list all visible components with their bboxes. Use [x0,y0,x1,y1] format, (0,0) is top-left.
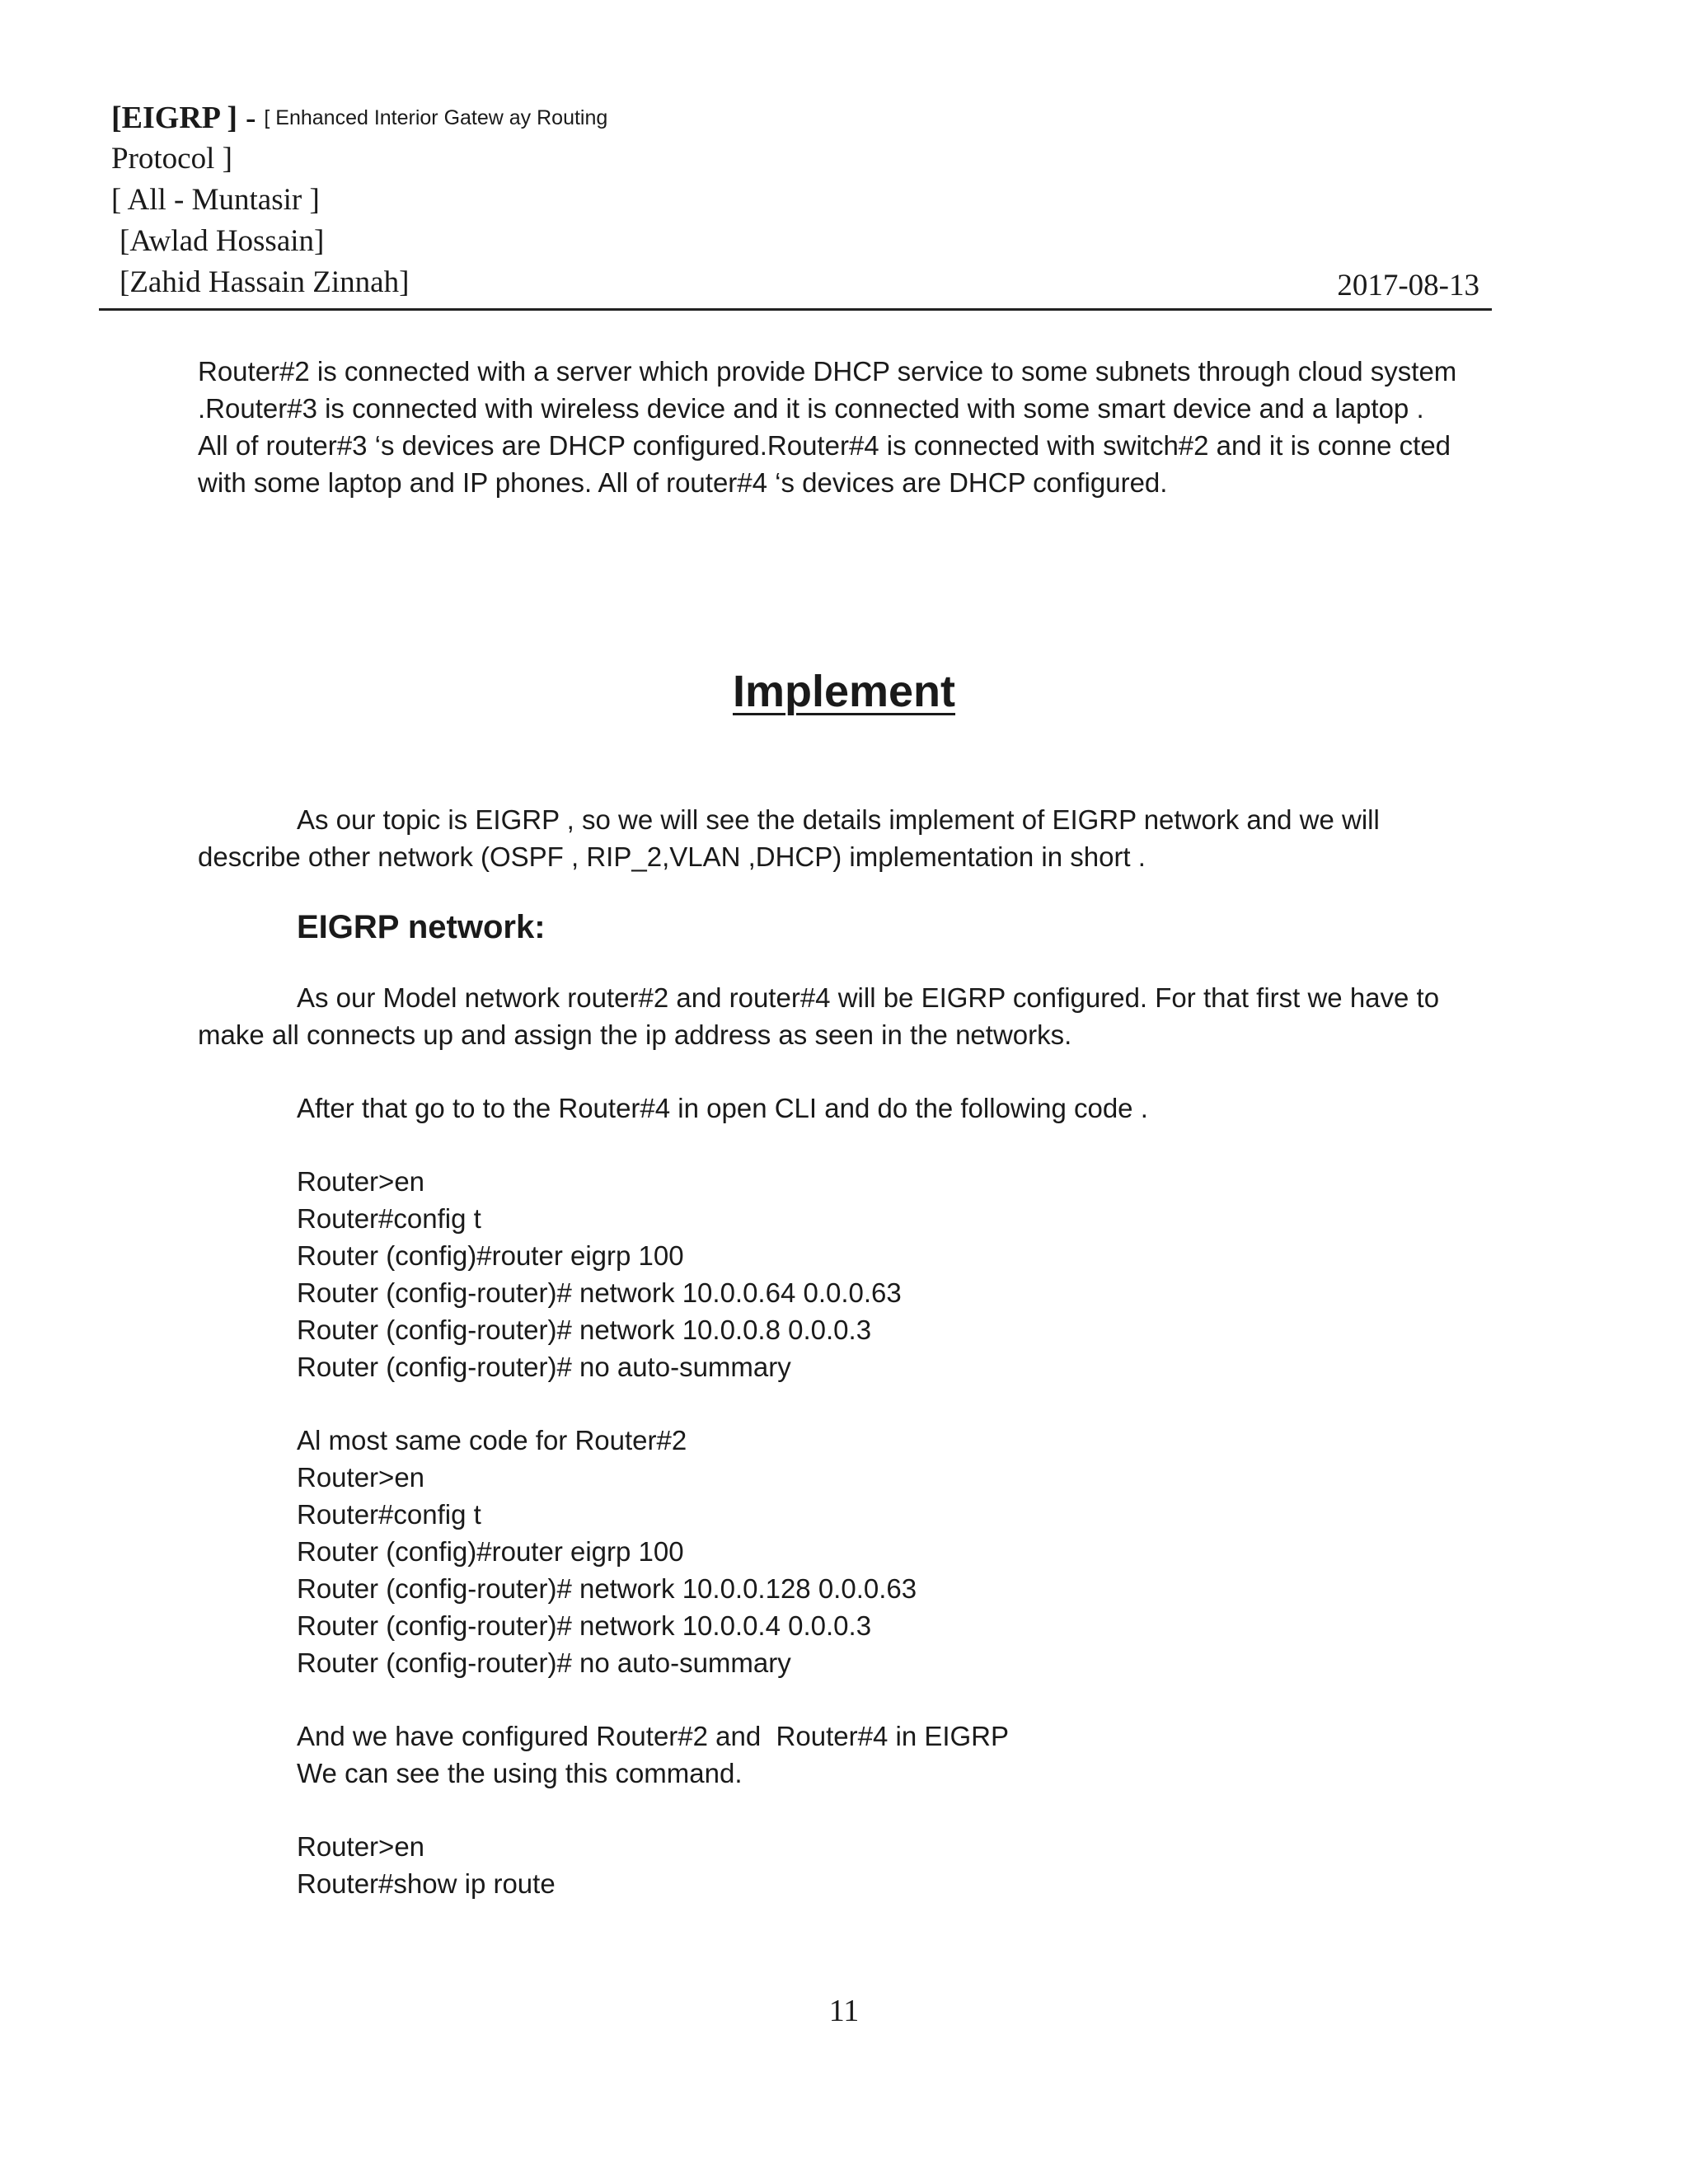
after-line: After that go to to the Router#4 in open CLI and do the following code . [297,1093,1148,1123]
code-line: Router (config-router)# network 10.0.0.64 0.0.0.63 [297,1277,902,1308]
code-line: Router (config-router)# no auto-summary [297,1352,791,1382]
configured-line: We can see the using this command. [297,1758,743,1788]
code-block-router4 [198,1163,1484,1385]
page-number: 11 [828,1994,860,2028]
code-block-show [198,1828,1484,1902]
code-line: Router (config)#router eigrp 100 [297,1240,684,1271]
code-line: Router (config-router)# network 10.0.0.4 0.0.0.3 [297,1610,872,1641]
code-line: Router (config-router)# network 10.0.0.128 0.0.0.63 [297,1573,917,1604]
code-line: Router (config-router)# no auto-summary [297,1647,791,1678]
code-line: Router#show ip route [297,1868,556,1899]
header-dash: - [246,101,256,135]
model-line: As our Model network router#2 and router#4 will be EIGRP configured. For that first we have to [297,982,1440,1013]
intro-line: Router#2 is connected with a server which provide DHCP service to some subnets through cloud system [198,356,1457,387]
intro-line: with some laptop and IP phones. All of router#4 ‘s devices are DHCP configured. [198,467,1168,498]
header-title-line [111,97,1479,138]
subheading: EIGRP network: [297,909,546,945]
model-line: make all connects up and assign the ip address as seen in the networks. [198,1019,1072,1050]
code-block-router2 [198,1422,1484,1681]
code-line: Router (config-router)# network 10.0.0.8 0.0.0.3 [297,1315,872,1345]
code-line: Router#config t [297,1499,481,1530]
code-line: Router>en [297,1462,425,1493]
code-line: Router>en [297,1831,425,1862]
implement-section [198,801,1484,1902]
configured-paragraph [198,1718,1484,1792]
code-line: Router#config t [297,1203,481,1234]
configured-line: And we have configured Router#2 and Router#4 in EIGRP [297,1721,1010,1751]
header-divider [99,308,1492,311]
section-heading: Implement [732,667,956,716]
intro-paragraph [198,353,1484,501]
code-line: Router>en [297,1166,425,1197]
header-author-1: [ All - Muntasir ] [111,183,320,217]
page-body [198,353,1484,501]
code-line: Router (config)#router eigrp 100 [297,1536,684,1567]
intro-line: .Router#3 is connected with wireless device and it is connected with some smart device and a laptop . [198,393,1424,424]
header-title: [EIGRP ] [111,101,238,135]
header-author-3: [Zahid Hassain Zinnah] [120,265,410,299]
header-subtitle: [ Enhanced Interior Gatew ay Routing [264,106,608,129]
page-header [111,97,1479,303]
intro-line: All of router#3 ‘s devices are DHCP configured.Router#4 is connected with switch#2 and it is conne cted [198,430,1451,461]
header-author-2: [Awlad Hossain] [120,224,325,258]
topic-line: As our topic is EIGRP , so we will see the details implement of EIGRP network and we will [297,804,1380,835]
router2-intro: Al most same code for Router#2 [297,1425,687,1455]
header-subtitle-line2: Protocol ] [111,142,232,176]
header-date: 2017-08-13 [1337,269,1479,302]
topic-line: describe other network (OSPF , RIP_2,VLAN ,DHCP) implementation in short . [198,841,1146,872]
